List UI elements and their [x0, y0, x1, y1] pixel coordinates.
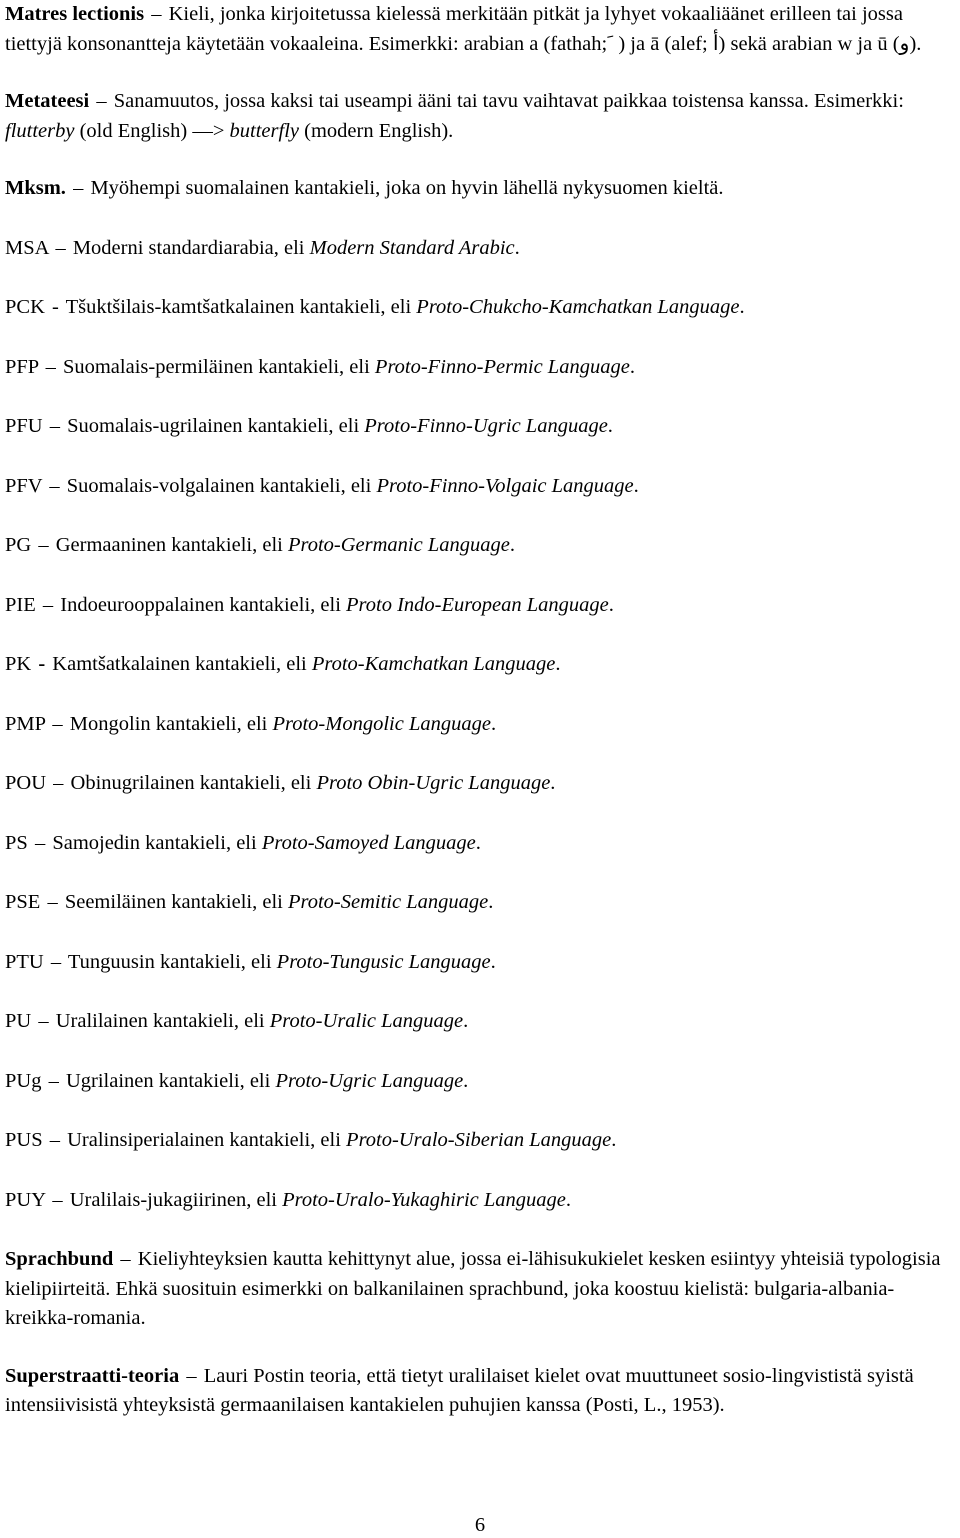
glossary-entry-pus — [5, 1126, 955, 1156]
entry-definition-end: . — [490, 712, 497, 735]
entry-term: PK — [5, 653, 32, 675]
entry-definition-end: . — [565, 1188, 571, 1211]
entry-separator: – — [52, 712, 63, 735]
entry-english-name: Proto-Chukcho-Kamchatkan Language — [416, 296, 740, 318]
entry-definition: Obinugrilainen kantakieli, eli — [70, 772, 317, 794]
entry-definition: Seemiläinen kantakieli, eli — [64, 891, 288, 913]
glossary-entry-pu — [5, 1007, 955, 1037]
entry-term: PUS — [5, 1129, 43, 1151]
entry-english-name: Proto-Uralic Language — [269, 1010, 464, 1032]
entry-definition-end: (modern English). — [299, 119, 454, 142]
entry-separator: - — [52, 296, 59, 318]
entry-definition: Mongolin kantakieli, eli — [69, 712, 273, 735]
entry-term: PSE — [5, 891, 41, 913]
entry-term: Matres lectionis — [5, 3, 145, 25]
entry-separator: – — [38, 534, 49, 556]
glossary-entry-pg — [5, 531, 955, 561]
entry-definition-end: . — [607, 415, 613, 437]
entry-definition: Suomalais-volgalainen kantakieli, eli — [66, 474, 377, 497]
entry-english-name: Proto Obin-Ugric Language — [316, 772, 551, 794]
entry-definition-end: . — [608, 593, 614, 616]
entry-separator: – — [151, 3, 162, 25]
glossary-entry-pk — [5, 650, 955, 680]
entry-separator: – — [45, 355, 56, 378]
entry-definition: Tunguusin kantakieli, eli — [67, 950, 277, 973]
glossary-entry-matres-lectionis — [5, 0, 955, 59]
entry-example-old: flutterby — [5, 119, 75, 142]
entry-separator: – — [52, 1188, 63, 1211]
entry-definition: Suomalais-permiläinen kantakieli, eli — [62, 355, 375, 378]
entry-separator: – — [55, 236, 66, 259]
entry-definition-end: . — [475, 831, 481, 854]
entry-term: Sprachbund — [5, 1248, 114, 1270]
entry-definition-end: . — [509, 534, 515, 556]
glossary-entry-pou — [5, 769, 955, 799]
entry-definition: Uralilais-jukagiirinen, eli — [69, 1188, 283, 1211]
glossary-entry-pug — [5, 1067, 955, 1097]
entry-definition-end: . — [463, 1010, 469, 1032]
entry-term: Metateesi — [5, 90, 90, 112]
glossary-entry-metateesi — [5, 87, 955, 146]
entry-definition: Indoeurooppalainen kantakieli, eli — [60, 593, 347, 616]
entry-definition: Suomalais-ugrilainen kantakieli, eli — [67, 415, 365, 437]
glossary-entry-puy — [5, 1186, 955, 1216]
entry-term: PUg — [5, 1069, 42, 1092]
glossary-entry-sprachbund — [5, 1245, 955, 1334]
entry-term: PIE — [5, 593, 36, 616]
document-page — [5, 0, 955, 1421]
entry-term: PFP — [5, 355, 39, 378]
entry-separator: – — [49, 1129, 60, 1151]
entry-definition-end: . — [611, 1129, 617, 1151]
glossary-entry-pie — [5, 591, 955, 621]
entry-english-name: Proto-Finno-Ugric Language — [364, 415, 608, 437]
entry-english-name: Proto-Ugric Language — [275, 1069, 464, 1092]
entry-definition: Uralinsiperialainen kantakieli, eli — [67, 1129, 347, 1151]
entry-english-name: Proto-Germanic Language — [287, 534, 510, 556]
entry-term: MSA — [5, 236, 49, 259]
entry-english-name: Proto-Mongolic Language — [272, 712, 491, 735]
entry-term: PCK — [5, 296, 45, 318]
glossary-entry-pfu — [5, 412, 955, 442]
entry-definition: Kieliyhteyksien kautta kehittynyt alue, jossa ei-lähisukukielet kesken esiintyy yhteisiä typologisia kielipiirteitä. Ehkä suosituin esimerkki on balkanilainen sprachbund, joka koostuu kielistä: bulgaria-albania-kreikka-romania. — [5, 1248, 941, 1329]
entry-term: PUY — [5, 1188, 46, 1211]
entry-definition: Lauri Postin teoria, että tietyt uralilaiset kielet ovat muuttuneet sosio-lingvististä syistä intensiivisistä yhteyksistä germaanilaisen kantakielen puhujien kanssa (Posti, L., 1953). — [5, 1364, 914, 1416]
entry-separator: – — [49, 415, 60, 437]
entry-separator: – — [96, 90, 107, 112]
entry-definition: Samojedin kantakieli, eli — [52, 831, 262, 854]
entry-english-name: Proto Indo-European Language — [346, 593, 609, 616]
entry-english-name: Proto-Kamchatkan Language — [311, 653, 556, 675]
entry-english-name: Proto-Finno-Permic Language — [374, 355, 630, 378]
entry-definition-end: . — [490, 950, 496, 973]
entry-definition-end: . — [488, 891, 494, 913]
entry-english-name: Proto-Uralo-Siberian Language — [346, 1129, 612, 1151]
glossary-entry-pfv — [5, 472, 955, 502]
entry-definition: Kamtšatkalainen kantakieli, eli — [52, 653, 312, 675]
entry-definition: Uralilainen kantakieli, eli — [55, 1010, 270, 1032]
entry-definition: Ugrilainen kantakieli, eli — [65, 1069, 276, 1092]
entry-definition: Moderni standardiarabia, eli — [72, 236, 310, 259]
entry-definition-end: . — [550, 772, 556, 794]
entry-term: PTU — [5, 950, 44, 973]
entry-term: PFU — [5, 415, 43, 437]
entry-english-name: Modern Standard Arabic — [309, 236, 515, 259]
glossary-entry-pck — [5, 293, 955, 323]
entry-definition-end: . — [629, 355, 635, 378]
glossary-entry-msa — [5, 234, 955, 264]
glossary-entry-pmp — [5, 710, 955, 740]
entry-separator: – — [47, 891, 58, 913]
entry-english-name: Proto-Samoyed Language — [261, 831, 476, 854]
entry-definition-end: . — [739, 296, 745, 318]
entry-english-name: Proto-Finno-Volgaic Language — [376, 474, 634, 497]
glossary-entry-ps — [5, 829, 955, 859]
entry-english-name: Proto-Semitic Language — [287, 891, 489, 913]
entry-term: POU — [5, 772, 47, 794]
entry-separator: – — [49, 474, 60, 497]
entry-definition: Myöhempi suomalainen kantakieli, joka on hyvin lähellä nykysuomen kieltä. — [90, 177, 724, 199]
glossary-entry-superstraatti-teoria — [5, 1362, 955, 1421]
entry-term: PS — [5, 831, 28, 854]
entry-definition: Tšuktšilais-kamtšatkalainen kantakieli, eli — [65, 296, 417, 318]
entry-term: PMP — [5, 712, 46, 735]
entry-separator: – — [73, 177, 84, 199]
entry-example-modern: butterfly — [229, 119, 299, 142]
entry-term: Mksm. — [5, 177, 66, 199]
entry-separator: – — [53, 772, 64, 794]
entry-definition-end: . — [514, 236, 520, 259]
entry-separator: – — [42, 593, 54, 616]
glossary-entry-pse — [5, 888, 955, 918]
page-number: 6 — [474, 1514, 486, 1536]
entry-definition-end: . — [633, 474, 639, 497]
entry-term: Superstraatti-teoria — [5, 1364, 180, 1387]
entry-english-name: Proto-Tungusic Language — [276, 950, 491, 973]
glossary-entry-ptu — [5, 948, 955, 978]
entry-term: PFV — [5, 474, 43, 497]
glossary-entry-pfp — [5, 353, 955, 383]
entry-separator: – — [50, 950, 62, 973]
entry-term: PG — [5, 534, 32, 556]
entry-definition: Germaaninen kantakieli, eli — [55, 534, 288, 556]
entry-definition: Sanamuutos, jossa kaksi tai useampi ääni tai tavu vaihtavat paikkaa toistensa kanssa. Esimerkki: — [113, 90, 904, 112]
entry-definition-end: . — [463, 1069, 469, 1092]
glossary-entry-mksm — [5, 174, 955, 204]
entry-english-name: Proto-Uralo-Yukaghiric Language — [282, 1188, 566, 1211]
entry-separator: - — [38, 653, 46, 675]
entry-definition-end: . — [555, 653, 561, 675]
entry-separator: – — [48, 1069, 59, 1092]
entry-separator: – — [186, 1364, 197, 1387]
entry-separator: – — [38, 1010, 49, 1032]
entry-definition: Kieli, jonka kirjoitetussa kielessä merkitään pitkät ja lyhyet vokaaliäänet erilleen tai jossa tiettyjä konsonantteja käytetään vokaaleina. Esimerkki: arabian a (fathah; َ ) ja ā (alef; أ) sekä arabian w ja ū (و). — [5, 3, 922, 55]
entry-separator: – — [120, 1248, 131, 1270]
entry-separator: – — [34, 831, 46, 854]
entry-definition-mid: (old English) —> — [74, 119, 230, 142]
entry-term: PU — [5, 1010, 32, 1032]
